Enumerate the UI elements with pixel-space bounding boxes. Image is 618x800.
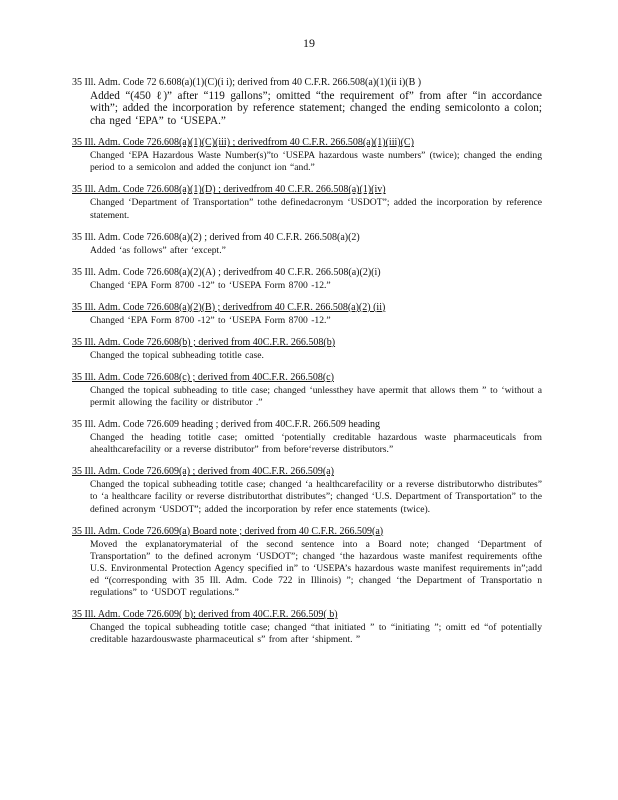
list-item xyxy=(72,332,542,362)
citation-note: Changed the topical subheading totitle case. xyxy=(90,349,264,361)
citation-note: Changed ‘EPA Form 8700 -12” to ‘USEPA Form 8700 -12.” xyxy=(90,279,331,291)
citation-note: Changed the topical subheading totitle case; changed “that initiated ” to “initiating ”; omitt ed “of potentially creditable hazardouswaste pharmaceutical s” from after ‘shipment. ” xyxy=(90,622,542,646)
list-item xyxy=(72,72,542,127)
citation-heading: 35 Ill. Adm. Code 726.608(b) ; derived from 40C.F.R. 266.508(b) xyxy=(72,336,336,348)
citation-heading: 35 Ill. Adm. Code 72 6.608(a)(1)(C)(i i); derived from 40 C.F.R. 266.508(a)(1)(ii i)(B ) xyxy=(72,77,422,88)
citation-heading: 35 Ill. Adm. Code 726.608(a)(2)(A) ; derivedfrom 40 C.F.R. 266.508(a)(2)(i) xyxy=(72,266,381,278)
citation-note: Added ‘as follows” after ‘except.” xyxy=(90,244,226,256)
citation-heading: 35 Ill. Adm. Code 726.608(a)(1)(C)(iii) ; derivedfrom 40 C.F.R. 266.508(a)(1)(iii)(C) xyxy=(72,137,414,149)
citation-heading: 35 Ill. Adm. Code 726.609(a) Board note ; derived from 40 C.F.R. 266.509(a) xyxy=(72,525,384,537)
list-item xyxy=(72,132,542,174)
list-item xyxy=(72,179,542,221)
citation-note: Changed ‘Department of Transportation” tothe definedacronym ‘USDOT”; added the incorporation by reference statement. xyxy=(90,197,542,221)
page-number: 19 xyxy=(303,36,315,50)
citation-heading: 35 Ill. Adm. Code 726.609 heading ; derived from 40C.F.R. 266.509 heading xyxy=(72,419,381,431)
citation-note: Changed ‘EPA Form 8700 -12” to ‘USEPA Form 8700 -12.” xyxy=(90,314,331,326)
citation-heading: 35 Ill. Adm. Code 726.608(c) ; derived from 40C.F.R. 266.508(c) xyxy=(72,371,334,383)
list-item xyxy=(72,262,542,292)
citation-note: Moved the explanatorymaterial of the second sentence into a Board note; changed ‘Department of Transportation” to the defined acronym ‘USDOT”; changed ‘the hazardous waste manifest requirements ofthe U.S. Environmental Protection Agency specified in” to ‘USEPA’s hazardous waste manifest requirements in”;add ed “(corresponding with 35 Ill. Adm. Code 722 in Illinois) ”; changed ‘the Department of Transportatio n regulations” to ‘USDOT regulations.” xyxy=(90,538,542,598)
citation-note: Changed the topical subheading to title case; changed ‘unlessthey have apermit that allows them ” to ‘without a permit allowing the facility or distributor .” xyxy=(90,384,542,409)
citation-heading: 35 Ill. Adm. Code 726.608(a)(2)(B) ; derivedfrom 40 C.F.R. 266.508(a)(2) (ii) xyxy=(72,301,386,313)
list-item xyxy=(72,461,542,515)
list-item xyxy=(72,521,542,599)
list-item xyxy=(72,297,542,327)
list-item xyxy=(72,367,542,409)
list-item xyxy=(72,414,542,456)
amendment-list xyxy=(72,72,542,651)
citation-heading: 35 Ill. Adm. Code 726.609( b); derived from 40C.F.R. 266.509( b) xyxy=(72,609,338,621)
citation-note: Changed the topical subheading totitle case; changed ‘a healthcarefacility or a reverse distributorwho distributes” to ‘a healthcare facility or reverse distributorthat distributes”; changed ‘U.S. Department of Transportation” to the defined acronym ‘USDOT”; added the incorporation by refer ence statements (twice). xyxy=(90,479,542,515)
citation-heading: 35 Ill. Adm. Code 726.608(a)(1)(D) ; derivedfrom 40 C.F.R. 266.508(a)(1)(iv) xyxy=(72,184,386,196)
list-item xyxy=(72,227,542,257)
citation-heading: 35 Ill. Adm. Code 726.609(a) ; derived from 40C.F.R. 266.509(a) xyxy=(72,466,334,478)
citation-note: Changed ‘EPA Hazardous Waste Number(s)”to ‘USEPA hazardous waste numbers” (twice); changed the ending period to a semicolon and added the conjunct ion “and.” xyxy=(90,150,542,174)
citation-heading: 35 Ill. Adm. Code 726.608(a)(2) ; derived from 40 C.F.R. 266.508(a)(2) xyxy=(72,231,360,243)
citation-note: Added “(450 ℓ)” after “119 gallons”; omitted “the requirement of” from after “in accordance with”; added the incorporation by reference statement; changed the ending semicolonto a colon; cha nged ‘EPA” to ‘USEPA.” xyxy=(90,90,542,127)
citation-note: Changed the heading totitle case; omitted ‘potentially creditable hazardous waste pharmaceuticals from ahealthcarefacility or a reverse distributor” from before‘reverse distributors.” xyxy=(90,432,542,456)
list-item xyxy=(72,604,542,646)
